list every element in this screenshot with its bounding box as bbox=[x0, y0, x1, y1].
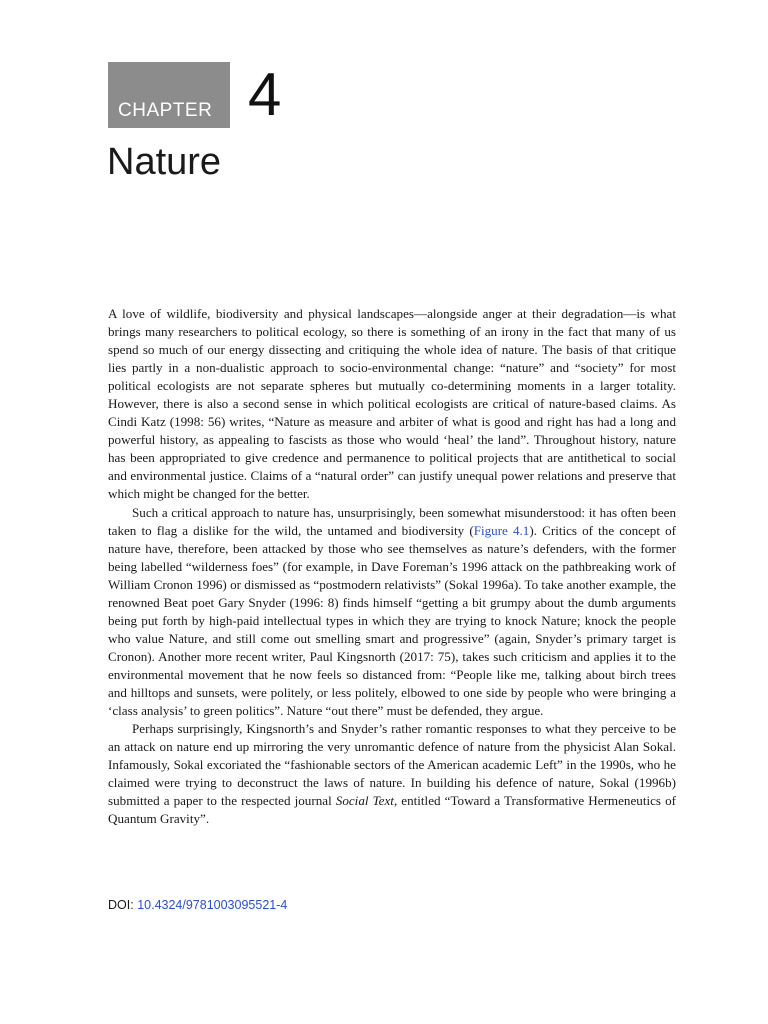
chapter-number: 4 bbox=[248, 61, 282, 128]
paragraph-3-text-start: Perhaps surprisingly, Kingsnorth’s and Snyder’s rather romantic responses to what they perceive to be an attack on nature end up mirroring the very unromantic defence of nature from the physicist Alan Sokal. Infamously, Sokal excoriated the “fashionable sectors of the American academic Left” in the 1990s, who he claimed were trying to deconstruct the laws of nature. In building his defence of nature, Sokal (1996b) submitted a paper to the respected journal bbox=[108, 721, 676, 809]
doi-line bbox=[108, 898, 287, 912]
journal-title: Social Text bbox=[335, 793, 394, 809]
figure-4-1-link[interactable]: Figure 4.1 bbox=[473, 522, 530, 538]
paragraph-2 bbox=[108, 504, 676, 721]
paragraph-3 bbox=[108, 720, 676, 828]
body-text bbox=[108, 305, 676, 828]
chapter-label: CHAPTER bbox=[118, 100, 213, 121]
paragraph-3-text-end: , entitled “Toward a Transformative Hermeneutics of Quantum Gravity”. bbox=[108, 793, 677, 827]
doi-label: DOI: bbox=[108, 898, 134, 912]
paragraph-2-text-start: Such a critical approach to nature has, unsurprisingly, been somewhat misunderstood: it has often been taken to flag a dislike for the wild, the untamed and biodiversity ( bbox=[108, 504, 676, 538]
chapter-title: Nature bbox=[107, 141, 222, 183]
paragraph-2-text-end: ). Critics of the concept of nature have, therefore, been attacked by those who see themselves as nature’s defenders, with the former being labelled “wilderness foes” (for example, in Dave Foreman’s 1996 attack on the pathbreaking work of William Cronon 1996) or dismissed as “postmodern relativists” (Sokal 1996a). To take another example, the renowned Beat poet Gary Snyder (1996: 8) finds himself “getting a bit grumpy about the dumb arguments being put forth by high-paid intellectual types in which they are trying to knock Nature; knock the people who value Nature, and still come out smelling smart and progressive” (again, Snyder’s primary target is Cronon). Another more recent writer, Paul Kingsnorth (2017: 75), takes such criticism and applies it to the environmental movement that he now feels so distanced from: “People like me, talking about birch trees and hilltops and sunsets, were politely, or less politely, elbowed to one side by people who were bringing a ‘class analysis’ to green politics”. Nature “out there” must be defended, they argue. bbox=[108, 522, 676, 719]
doi-link[interactable]: 10.4324/9781003095521-4 bbox=[137, 898, 288, 912]
paragraph-1: A love of wildlife, biodiversity and physical landscapes—alongside anger at their degradation—is what brings many researchers to political ecology, so there is something of an irony in the fact that many of us spend so much of our energy dissecting and critiquing the whole idea of nature. The basis of that critique lies partly in a non-dualistic approach to socio-environmental change: “nature” and “society” for most political ecologists are not separate spheres but mutually co-determining moments in a larger totality. However, there is also a second sense in which political ecologists are critical of nature-based claims. As Cindi Katz (1998: 56) writes, “Nature as measure and arbiter of what is good and right has had a long and powerful history, as appealing to fascists as those who would ‘heal’ the land”. Throughout history, nature has been appropriated to give credence and permanence to political projects that are antithetical to social and environmental justice. Claims of a “natural order” can justify unequal power relations and preserve that which might be changed for the better. bbox=[108, 306, 676, 502]
chapter-label-box bbox=[108, 62, 230, 128]
